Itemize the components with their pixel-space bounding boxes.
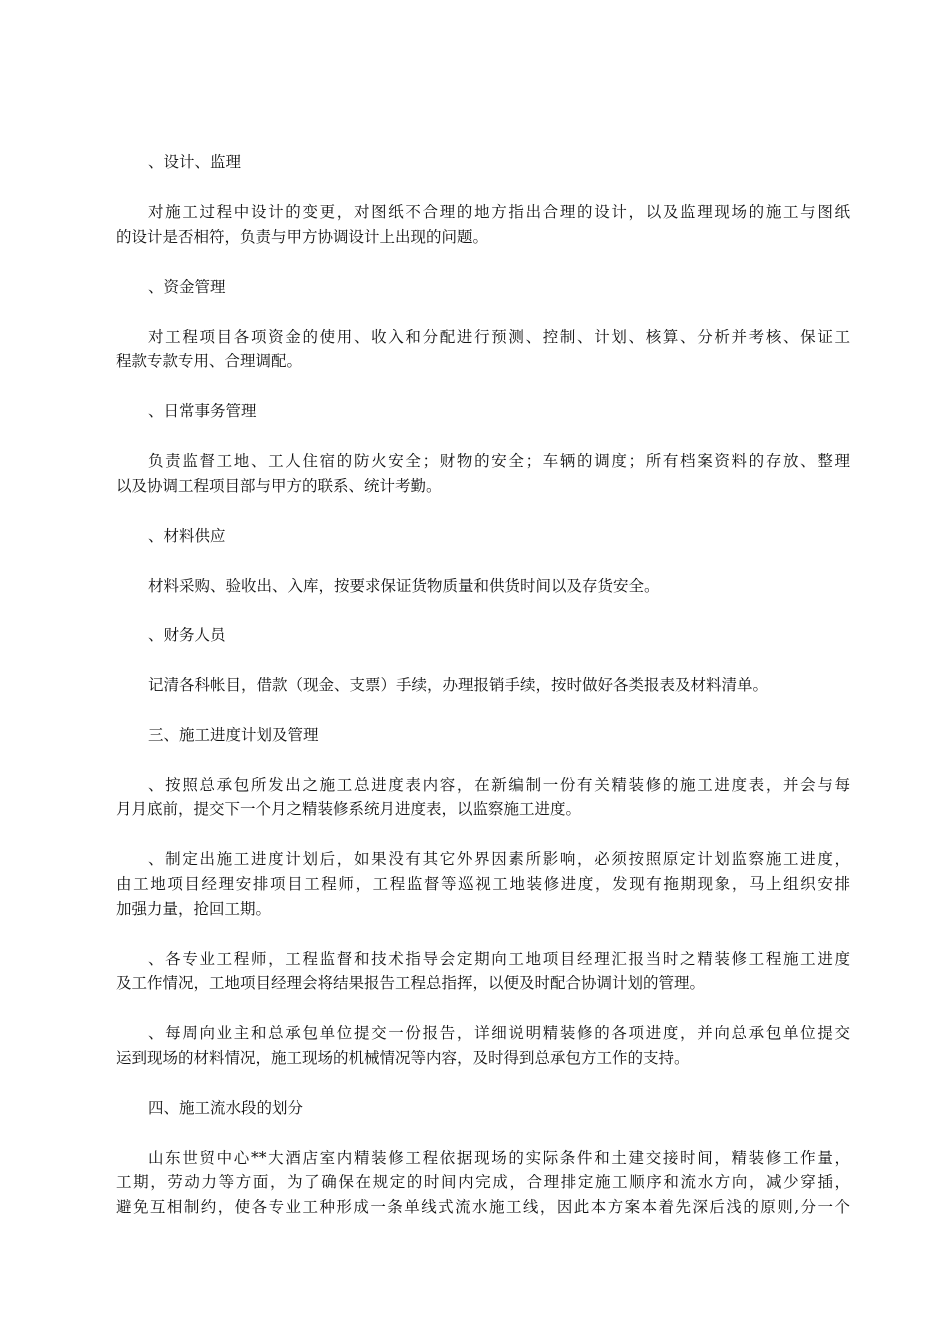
paragraph-line: 山东世贸中心**大酒店室内精装修工程依据现场的实际条件和土建交接时间，精装修工作量，: [148, 1149, 850, 1167]
paragraph-line: 、按照总承包所发出之施工总进度表内容，在新编制一份有关精装修的施工进度表，并会与每: [148, 776, 850, 794]
paragraph-line: 及工作情况，工地项目经理会将结果报告工程总指挥，以便及时配合协调计划的管理。: [116, 974, 706, 992]
paragraph-line: 程款专款专用、合理调配。: [116, 352, 303, 370]
paragraph-line: 的设计是否相符，负责与甲方协调设计上出现的问题。: [116, 228, 489, 246]
paragraph-line: 负责监督工地、工人住宿的防火安全；财物的安全；车辆的调度；所有档案资料的存放、整理: [148, 452, 850, 470]
paragraph-line: 、制定出施工进度计划后，如果没有其它外界因素所影响，必须按照原定计划监察施工进度，: [148, 850, 850, 868]
paragraph-line: 、每周向业主和总承包单位提交一份报告，详细说明精装修的各项进度，并向总承包单位提交: [148, 1024, 850, 1042]
section-heading-flow-segments: 四、施工流水段的划分: [148, 1099, 304, 1117]
section-heading-schedule-management: 三、施工进度计划及管理: [148, 726, 319, 744]
paragraph-line: 加强力量，抢回工期。: [116, 900, 272, 918]
section-heading-material-supply: 、材料供应: [148, 527, 226, 545]
paragraph-line: 以及协调工程项目部与甲方的联系、统计考勤。: [116, 477, 442, 495]
paragraph-line: 工期，劳动力等方面，为了确保在规定的时间内完成，合理排定施工顺序和流水方向，减少穿插，: [116, 1173, 850, 1191]
paragraph-line: 运到现场的材料情况，施工现场的机械情况等内容，及时得到总承包方工作的支持。: [116, 1049, 690, 1067]
section-heading-finance-staff: 、财务人员: [148, 626, 226, 644]
section-heading-daily-affairs: 、日常事务管理: [148, 402, 257, 420]
paragraph-line: 记清各科帐目，借款（现金、支票）手续，办理报销手续，按时做好各类报表及材料清单。: [148, 676, 769, 694]
section-heading-design-supervision: 、设计、监理: [148, 153, 242, 171]
paragraph-line: 、各专业工程师，工程监督和技术指导会定期向工地项目经理汇报当时之精装修工程施工进度: [148, 950, 850, 968]
paragraph-line: 月月底前，提交下一个月之精装修系统月进度表，以监察施工进度。: [116, 800, 582, 818]
paragraph-line: 材料采购、验收出、入库，按要求保证货物质量和供货时间以及存货安全。: [148, 577, 660, 595]
paragraph-line: 由工地项目经理安排项目工程师，工程监督等巡视工地装修进度，发现有拖期现象，马上组织安排: [116, 875, 850, 893]
paragraph-line: 对施工过程中设计的变更，对图纸不合理的地方指出合理的设计，以及监理现场的施工与图纸: [148, 203, 850, 221]
paragraph-line: 对工程项目各项资金的使用、收入和分配进行预测、控制、计划、核算、分析并考核、保证工: [148, 328, 850, 346]
paragraph-line: 避免互相制约，使各专业工种形成一条单线式流水施工线，因此本方案本着先深后浅的原则,分一个: [116, 1198, 850, 1216]
section-heading-funds-management: 、资金管理: [148, 278, 226, 296]
